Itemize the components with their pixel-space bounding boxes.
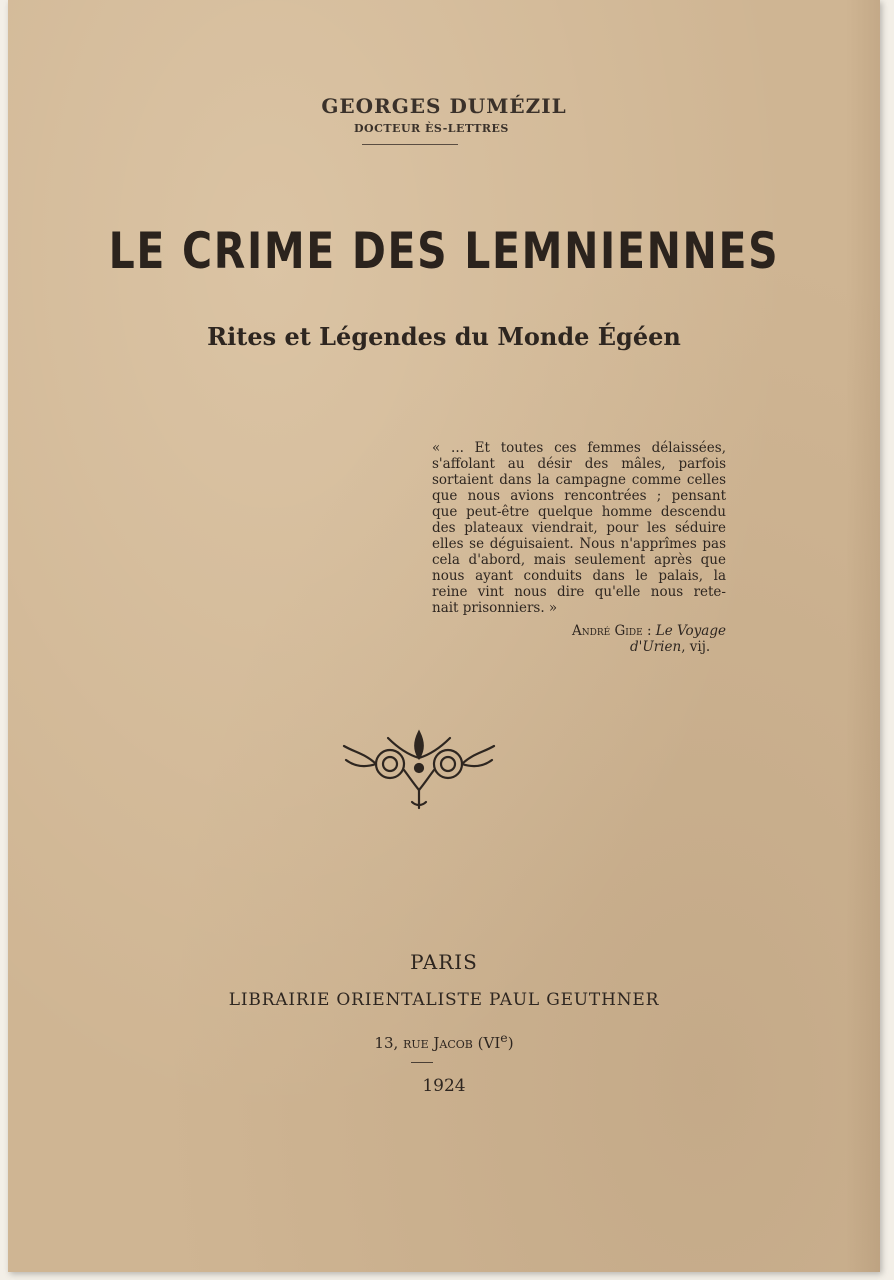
publisher-name: LIBRAIRIE ORIENTALISTE PAUL GEUTHNER xyxy=(228,990,660,1010)
publication-year: 1924 xyxy=(422,1076,466,1096)
epigraph-line: que peut-être quelque homme descendu xyxy=(432,504,726,520)
publication-city: PARIS xyxy=(410,950,478,974)
author-name: GEORGES DUMÉZIL xyxy=(321,94,567,118)
epigraph-line: nait prisonniers. » xyxy=(432,600,558,616)
publisher-address xyxy=(8,1030,880,1052)
address-district: (VIe) xyxy=(477,1030,514,1052)
attribution-reference: , vij. xyxy=(681,639,711,655)
book-subtitle: Rites et Légendes du Monde Égéen xyxy=(207,322,681,351)
epigraph-line: des plateaux viendrait, pour les séduire xyxy=(432,520,726,536)
address-number: 13, xyxy=(374,1034,399,1052)
epigraph-line: elles se déguisaient. Nous n'apprîmes pas xyxy=(432,536,726,552)
attribution-separator: : xyxy=(642,623,656,639)
fleuron-ornament-icon xyxy=(336,724,502,814)
address-divider xyxy=(411,1062,433,1063)
attribution-author: André Gide xyxy=(572,623,643,639)
author-divider xyxy=(362,144,458,145)
epigraph-line: reine vint nous dire qu'elle nous rete- xyxy=(432,584,726,600)
epigraph-quote xyxy=(432,440,726,616)
epigraph-line: nous ayant conduits dans le palais, la xyxy=(432,568,726,584)
epigraph-line: « ... Et toutes ces femmes délaissées, xyxy=(432,440,726,456)
attribution-work-title-cont: d'Urien xyxy=(630,639,682,655)
address-street: rue Jacob xyxy=(403,1034,473,1052)
epigraph-line: cela d'abord, mais seulement après que xyxy=(432,552,726,568)
book-cover xyxy=(8,0,880,1272)
attribution-work-title: Le Voyage xyxy=(655,623,726,639)
epigraph-line: s'affolant au désir des mâles, parfois xyxy=(432,456,726,472)
epigraph-line: sortaient dans la campagne comme celles xyxy=(432,472,726,488)
author-credential: DOCTEUR ÈS-LETTRES xyxy=(354,122,509,135)
epigraph-attribution xyxy=(432,623,726,655)
book-title: LE CRIME DES LEMNIENNES xyxy=(108,222,780,280)
epigraph-line: que nous avions rencontrées ; pensant xyxy=(432,488,726,504)
